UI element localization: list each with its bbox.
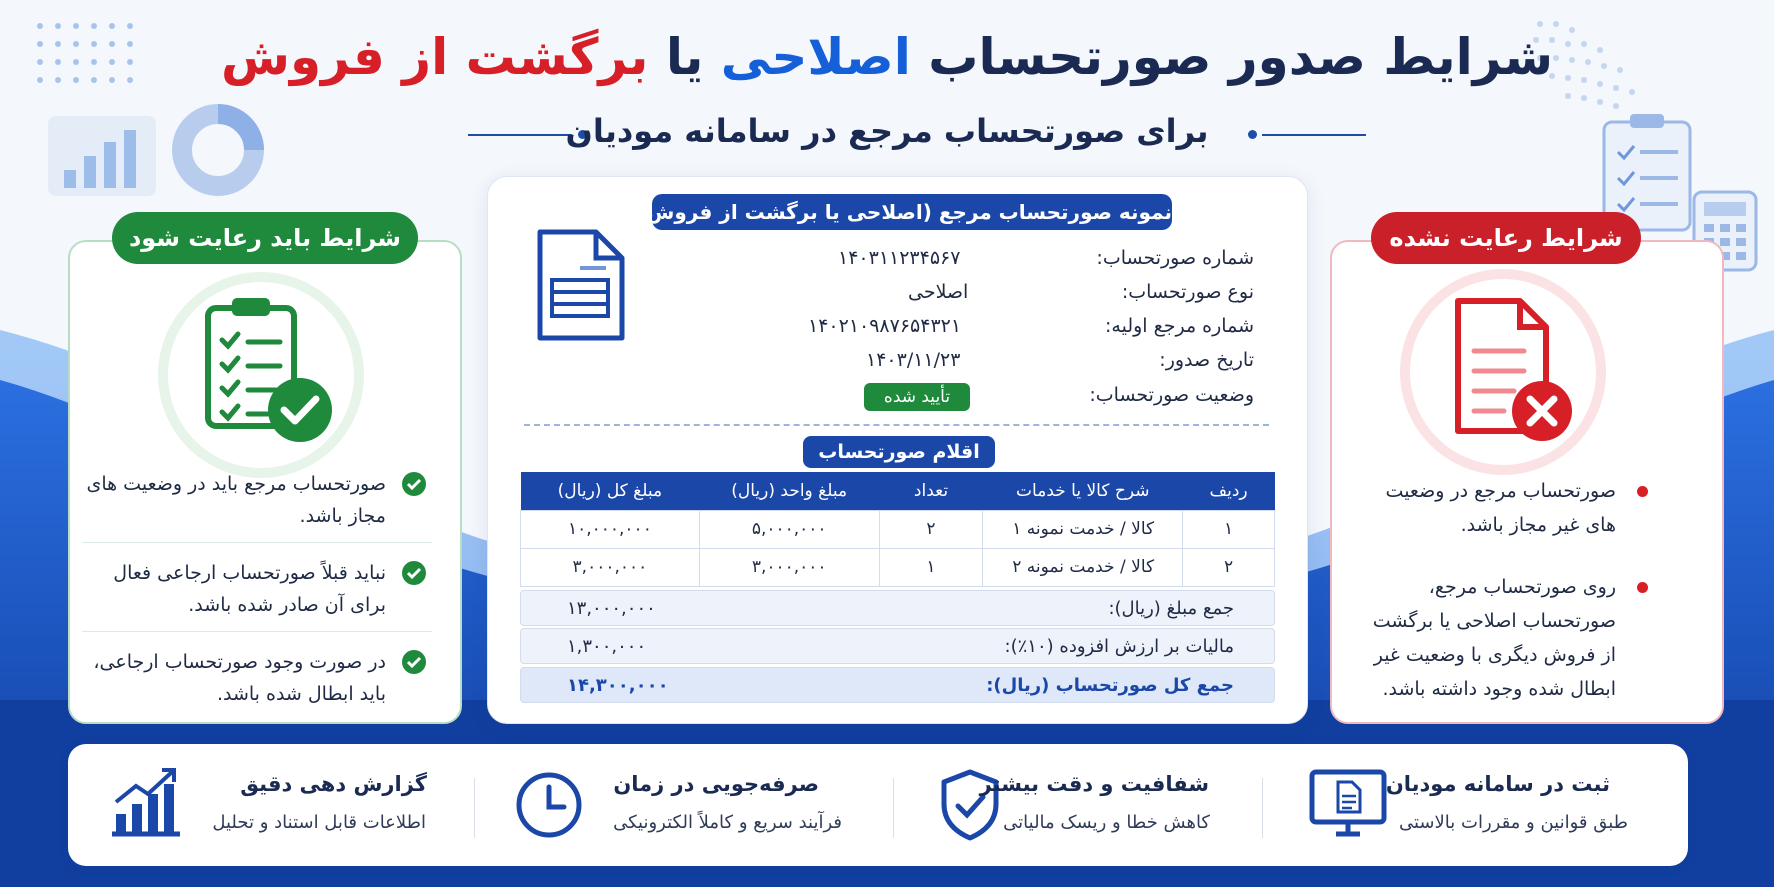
check-circle-icon — [402, 561, 426, 585]
feature-desc: طبق قوانین و مقررات بالاستی — [1399, 812, 1628, 833]
conditions-violated-heading: شرایط رعایت نشده — [1371, 212, 1641, 264]
feature-title: ثبت در سامانه مودیان — [1385, 772, 1610, 796]
vat-row — [520, 628, 1275, 664]
invoice-card-title: نمونه صورتحساب مرجع (اصلاحی یا برگشت از فروش) — [652, 194, 1172, 230]
column-header: مبلغ کل (ریال) — [521, 472, 700, 510]
table-header-row — [521, 472, 1275, 510]
condition-text: در صورت وجود صورتحساب ارجاعی، باید ابطال شده باشد. — [93, 651, 386, 705]
status-badge: تأیید شده — [864, 383, 970, 411]
feature-divider — [474, 778, 475, 838]
page-title — [0, 28, 1774, 86]
table-row — [521, 548, 1275, 586]
list-item — [1356, 474, 1656, 552]
title-part-2: اصلاحی — [720, 28, 911, 86]
conditions-violated-list — [1356, 474, 1656, 734]
list-item — [82, 646, 432, 720]
issue-date-label: تاریخ صدور: — [1159, 349, 1254, 371]
reference-number-value: ۱۴۰۲۱۰۹۸۷۶۵۴۳۲۱ — [808, 315, 962, 337]
check-circle-icon — [402, 472, 426, 496]
bullet-dot-icon — [1637, 582, 1648, 593]
vat-value: ۱,۳۰۰,۰۰۰ — [567, 636, 647, 657]
conditions-required-list — [82, 468, 432, 734]
table-cell: ۳,۰۰۰,۰۰۰ — [699, 548, 879, 586]
title-part-1: شرایط صدور صورتحساب — [928, 28, 1554, 86]
table-cell: ۲ — [879, 510, 983, 548]
table-cell: ۱ — [1183, 510, 1275, 548]
column-header: شرح کالا یا خدمات — [983, 472, 1183, 510]
list-item — [82, 468, 432, 543]
table-cell: کالا / خدمت نمونه ۲ — [983, 548, 1183, 586]
reference-number-label: شماره مرجع اولیه: — [1105, 315, 1254, 337]
grand-total-value: ۱۴,۳۰۰,۰۰۰ — [567, 675, 669, 696]
table-cell: ۵,۰۰۰,۰۰۰ — [699, 510, 879, 548]
table-cell: ۲ — [1183, 548, 1275, 586]
feature-desc: کاهش خطا و ریسک مالیاتی — [1003, 812, 1210, 833]
vat-label: مالیات بر ارزش افزوده (۱۰٪): — [1004, 636, 1234, 657]
subtotal-label: جمع مبلغ (ریال): — [1108, 598, 1234, 619]
column-header: مبلغ واحد (ریال) — [699, 472, 879, 510]
invoice-document-icon — [534, 228, 628, 342]
monitor-document-icon — [1308, 768, 1388, 840]
invoice-items-table — [520, 472, 1275, 587]
invoice-type-value: اصلاحی — [908, 281, 969, 303]
table-row — [521, 510, 1275, 548]
table-cell: ۱ — [879, 548, 983, 586]
invoice-status-label: وضعیت صورتحساب: — [1089, 384, 1254, 406]
page-subtitle: برای صورتحساب مرجع در سامانه مودیان — [565, 112, 1209, 150]
bullet-dot-icon — [1637, 486, 1648, 497]
subtotal-value: ۱۳,۰۰۰,۰۰۰ — [567, 598, 656, 619]
grand-total-row — [520, 667, 1275, 703]
growth-chart-icon — [108, 764, 184, 842]
column-header: تعداد — [879, 472, 983, 510]
clipboard-check-icon — [168, 282, 354, 468]
invoice-number-label: شماره صورتحساب: — [1096, 247, 1254, 269]
feature-title: صرفه‌جویی در زمان — [613, 772, 819, 796]
document-error-icon — [1410, 279, 1596, 465]
title-part-4: برگشت از فروش — [220, 28, 649, 86]
check-circle-icon — [402, 650, 426, 674]
conditions-required-heading: شرایط باید رعایت شود — [112, 212, 418, 264]
title-part-3: یا — [665, 28, 704, 86]
subtotal-row — [520, 590, 1275, 626]
issue-date-value: ۱۴۰۳/۱۱/۲۳ — [866, 349, 961, 371]
condition-text: صورتحساب مرجع باید در وضعیت های مجاز باشد. — [86, 473, 386, 527]
invoice-items-title: اقلام صورتحساب — [803, 436, 995, 468]
feature-desc: اطلاعات قابل استناد و تحلیل — [212, 812, 426, 833]
clock-icon — [514, 770, 584, 840]
invoice-number-value: ۱۴۰۳۱۱۲۳۴۵۶۷ — [838, 247, 961, 269]
condition-text: روی صورتحساب مرجع، صورتحساب اصلاحی یا برگشت از فروش دیگری با وضعیت غیر ابطال شده وجود داشته باشد. — [1372, 576, 1616, 700]
table-cell: کالا / خدمت نمونه ۱ — [983, 510, 1183, 548]
invoice-type-label: نوع صورتحساب: — [1121, 281, 1254, 303]
feature-divider — [893, 778, 894, 838]
list-item — [1356, 570, 1656, 716]
benefits-footer — [68, 744, 1688, 866]
table-cell: ۱۰,۰۰۰,۰۰۰ — [521, 510, 700, 548]
table-cell: ۳,۰۰۰,۰۰۰ — [521, 548, 700, 586]
feature-divider — [1262, 778, 1263, 838]
column-header: ردیف — [1183, 472, 1275, 510]
feature-desc: فرآیند سریع و کاملاً الکترونیکی — [613, 812, 842, 833]
dashed-divider — [524, 424, 1269, 426]
condition-text: نباید قبلاً صورتحساب ارجاعی فعال برای آن صادر شده باشد. — [113, 562, 386, 616]
grand-total-label: جمع کل صورتحساب (ریال): — [986, 675, 1234, 696]
feature-title: شفافیت و دقت بیشتر — [979, 772, 1209, 796]
list-item — [82, 557, 432, 632]
feature-title: گزارش دهی دقیق — [240, 772, 427, 796]
condition-text: صورتحساب مرجع در وضعیت های غیر مجاز باشد. — [1385, 480, 1616, 536]
